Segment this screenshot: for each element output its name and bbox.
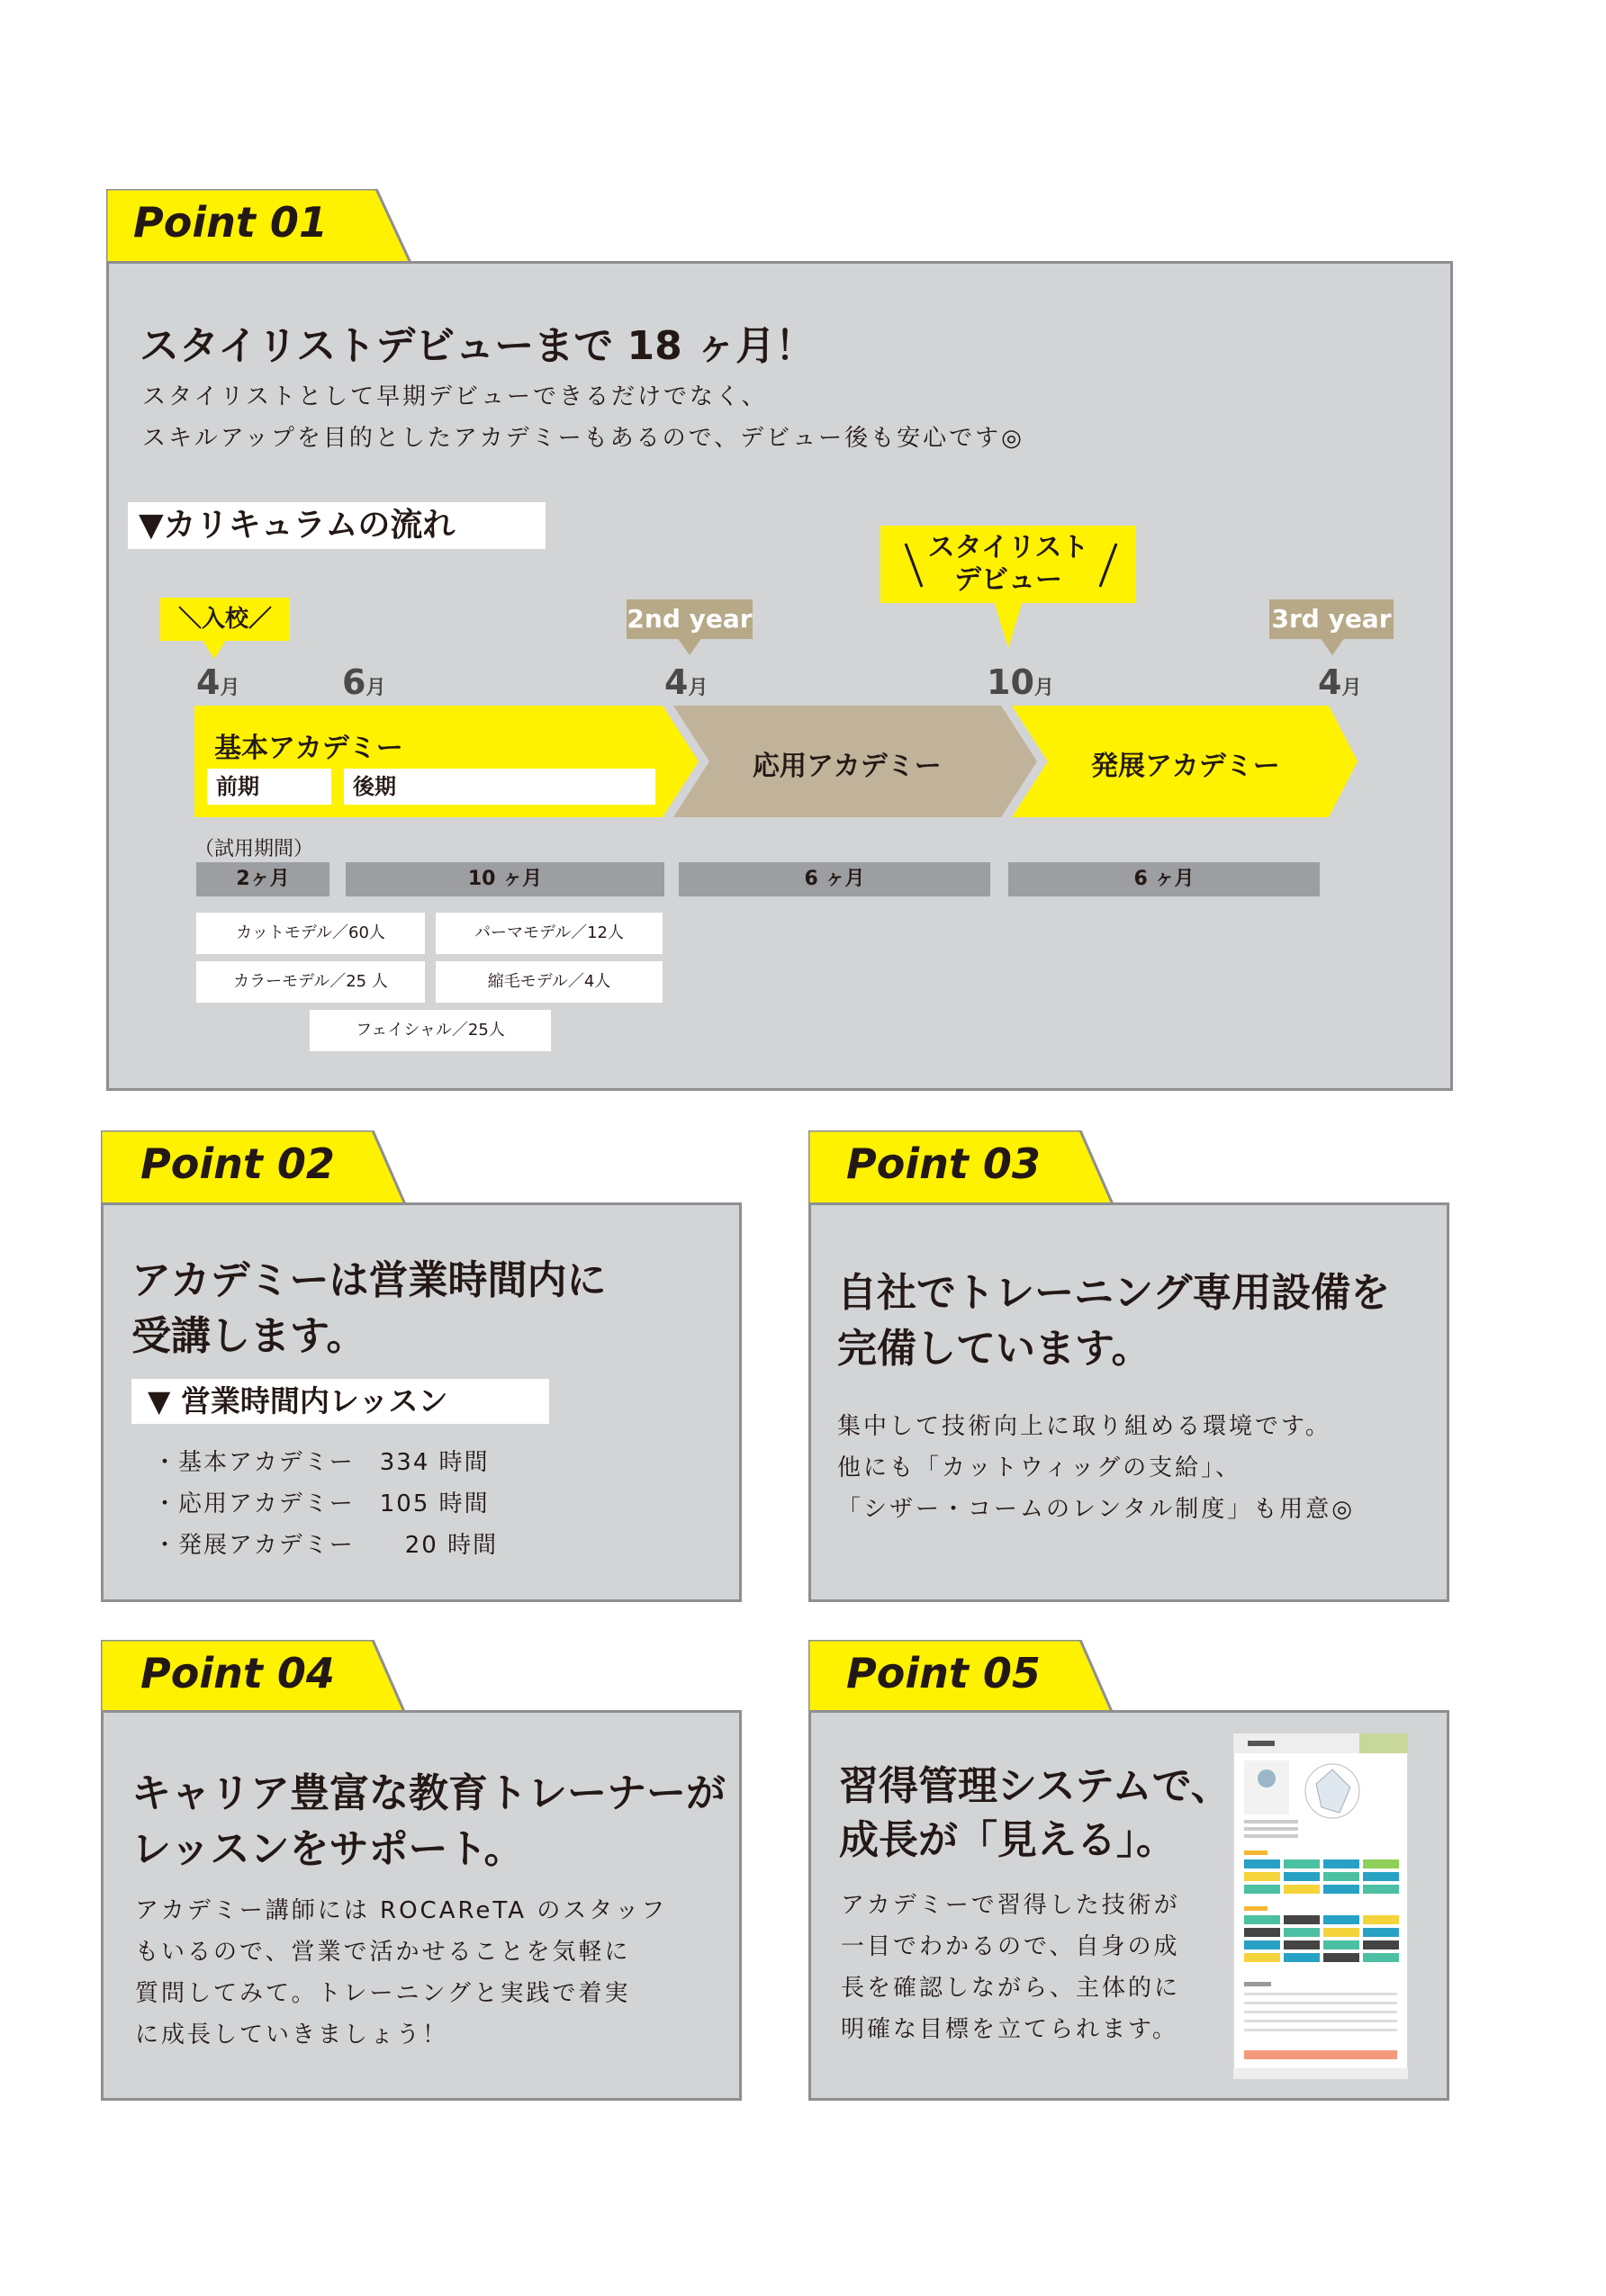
stylist-debut-line2: デビュー	[954, 564, 1062, 596]
point02-title-line1: アカデミーは営業時間内に	[131, 1257, 607, 1303]
point04-tab	[101, 1640, 407, 1712]
point02-bullet-3: ・発展アカデミー 20 時間	[153, 1532, 499, 1559]
point04-desc-line2: もいるので、営業で活かせることを気軽に	[135, 1939, 631, 1966]
model-color: カラーモデル／25 人	[196, 961, 425, 1003]
point05-desc-line4: 明確な目標を立てられます。	[841, 2016, 1178, 2043]
point04-title-line2: レッスンをサポート。	[131, 1826, 524, 1872]
point03-title-line1: 自社でトレーニング専用設備を	[837, 1270, 1391, 1316]
point01-tab	[106, 189, 412, 261]
stylist-pointer-icon	[994, 601, 1023, 650]
point03-desc-line2: 他にも「カットウィッグの支給」、	[837, 1454, 1242, 1481]
duration-3: 6 ヶ月	[679, 862, 990, 896]
point05-title-line1: 習得管理システムで、	[839, 1763, 1231, 1809]
point01-desc-line1: スタイリストとして早期デビューできるだけでなく、	[142, 383, 768, 410]
stage-basic-label: 基本アカデミー	[214, 733, 403, 764]
point04-desc-line4: に成長していきましょう！	[135, 2021, 449, 2048]
curriculum-label: ▼カリキュラムの流れ	[128, 502, 546, 549]
point04-desc-line1: アカデミー講師には ROCAReTA のスタッフ	[135, 1897, 668, 1924]
month-5: 4月	[1318, 662, 1362, 702]
stylist-slash-icon	[898, 540, 1123, 594]
point05-desc-line2: 一目でわかるので、自身の成	[841, 1933, 1180, 1960]
management-system-screenshot	[1233, 1733, 1408, 2079]
point02-tab	[101, 1130, 407, 1202]
point02-bullet-2: ・応用アカデミー 105 時間	[153, 1490, 490, 1517]
stylist-debut-line1: スタイリスト	[927, 532, 1089, 563]
point04-desc-line3: 質問してみて。トレーニングと実践で着実	[135, 1980, 631, 2007]
point03-desc-line3: 「シザー・コームのレンタル制度」も用意◎	[837, 1496, 1355, 1523]
point03-tab	[808, 1130, 1114, 1202]
model-straight: 縮毛モデル／4人	[436, 961, 663, 1003]
point04-title-line1: キャリア豊富な教育トレーナーが	[131, 1770, 726, 1816]
month-3: 4月	[664, 662, 708, 702]
point03-tab-label: Point 03	[846, 1139, 1041, 1188]
point02-sub-label: ▼ 営業時間内レッスン	[131, 1379, 549, 1424]
point01-tab-label: Point 01	[133, 198, 328, 247]
model-facial: フェイシャル／25人	[310, 1010, 551, 1051]
model-cut: カットモデル／60人	[196, 913, 425, 954]
trial-label: （試用期間）	[194, 838, 314, 860]
duration-4: 6 ヶ月	[1008, 862, 1320, 896]
point04-tab-label: Point 04	[140, 1649, 335, 1697]
point05-tab	[808, 1640, 1114, 1712]
duration-2: 10 ヶ月	[346, 862, 664, 896]
month-2: 6月	[342, 662, 386, 702]
point05-desc-line1: アカデミーで習得した技術が	[841, 1892, 1180, 1919]
point02-title-line2: 受講します。	[131, 1313, 366, 1359]
point05-title-line2: 成長が「見える」。	[839, 1817, 1176, 1863]
duration-1: 2ヶ月	[196, 862, 329, 896]
stage-basic-second: 後期	[344, 769, 655, 805]
point03-title-line2: 完備しています。	[837, 1326, 1151, 1372]
entry-label: ＼入校／	[160, 598, 290, 641]
point05-tab-label: Point 05	[846, 1649, 1041, 1697]
stage-advanced-label: 発展アカデミー	[1091, 751, 1280, 782]
point05-desc-line3: 長を確認しながら、主体的に	[841, 1975, 1181, 2002]
year2-pointer-icon	[677, 637, 702, 657]
year3-label: 3rd year	[1269, 599, 1394, 639]
entry-pointer-icon	[202, 639, 227, 661]
stage-basic-first: 前期	[207, 769, 331, 805]
year3-pointer-icon	[1320, 637, 1345, 657]
point02-tab-label: Point 02	[140, 1139, 335, 1188]
model-perm: パーマモデル／12人	[436, 913, 663, 954]
point01-title: スタイリストデビューまで 18 ヶ月！	[140, 323, 816, 369]
month-1: 4月	[196, 662, 240, 702]
month-4: 10月	[987, 662, 1054, 702]
point02-bullet-1: ・基本アカデミー 334 時間	[153, 1449, 490, 1476]
point01-desc-line2: スキルアップを目的としたアカデミーもあるので、デビュー後も安心です◎	[142, 425, 1024, 452]
year2-label: 2nd year	[627, 599, 753, 639]
stage-applied-label: 応用アカデミー	[753, 751, 942, 782]
point03-desc-line1: 集中して技術向上に取り組める環境です。	[837, 1413, 1331, 1440]
